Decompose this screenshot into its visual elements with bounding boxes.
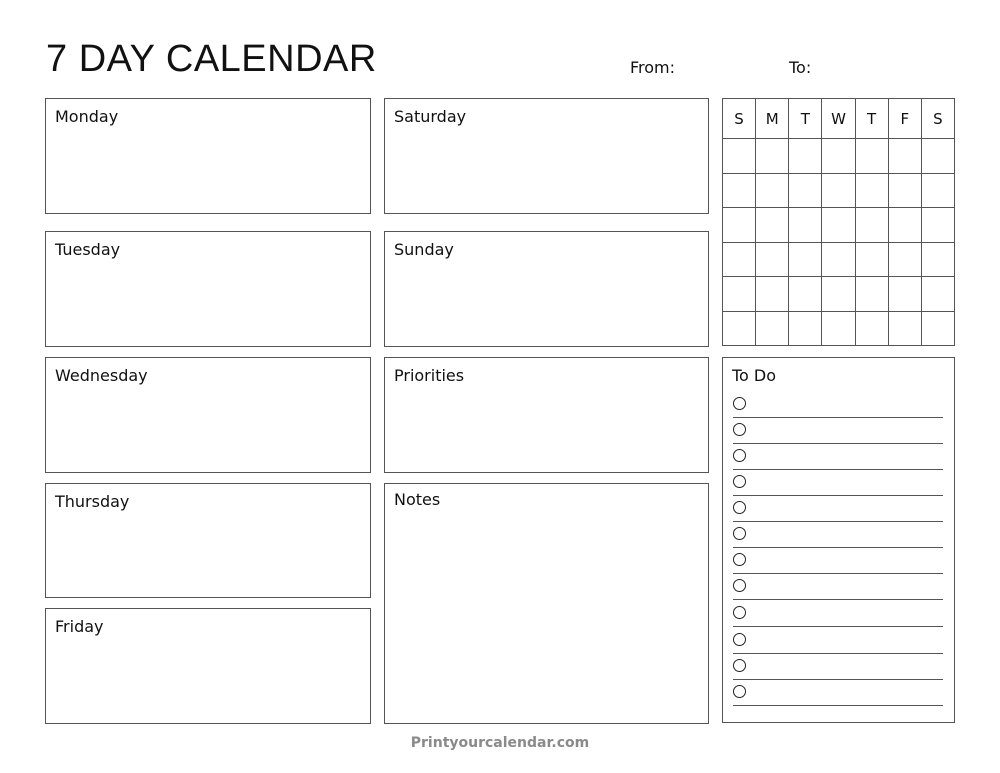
date-cell[interactable] — [822, 311, 855, 346]
date-cell[interactable] — [921, 311, 954, 346]
date-cell[interactable] — [756, 242, 789, 277]
friday-box[interactable] — [45, 608, 371, 724]
todo-item[interactable] — [733, 418, 943, 444]
notes-label: Notes — [394, 490, 441, 509]
to-label: To: — [789, 58, 812, 77]
checkbox-circle-icon[interactable] — [733, 397, 746, 410]
todo-item[interactable] — [733, 392, 943, 418]
saturday-box[interactable] — [384, 98, 709, 214]
mini-calendar-header-row — [723, 99, 955, 139]
mini-calendar — [722, 98, 955, 346]
checkbox-circle-icon[interactable] — [733, 423, 746, 436]
date-cell[interactable] — [723, 139, 756, 174]
saturday-label: Saturday — [394, 107, 467, 126]
todo-label: To Do — [732, 366, 777, 385]
date-cell[interactable] — [921, 242, 954, 277]
date-cell[interactable] — [756, 173, 789, 208]
date-cell[interactable] — [723, 311, 756, 346]
date-cell[interactable] — [756, 208, 789, 243]
checkbox-circle-icon[interactable] — [733, 501, 746, 514]
todo-item[interactable] — [733, 496, 943, 522]
checkbox-circle-icon[interactable] — [733, 579, 746, 592]
thursday-box[interactable] — [45, 483, 371, 598]
date-cell[interactable] — [723, 277, 756, 312]
date-cell[interactable] — [789, 139, 822, 174]
date-cell[interactable] — [822, 139, 855, 174]
date-cell[interactable] — [822, 242, 855, 277]
from-label: From: — [630, 58, 676, 77]
wednesday-label: Wednesday — [55, 366, 148, 385]
checkbox-circle-icon[interactable] — [733, 633, 746, 646]
date-cell[interactable] — [723, 173, 756, 208]
mini-calendar-week-row — [723, 277, 955, 312]
date-cell[interactable] — [789, 173, 822, 208]
todo-item[interactable] — [733, 548, 943, 574]
weekday-mon: M — [756, 99, 789, 139]
sunday-box[interactable] — [384, 231, 709, 347]
date-cell[interactable] — [756, 311, 789, 346]
date-cell[interactable] — [888, 242, 921, 277]
todo-item[interactable] — [733, 444, 943, 470]
date-cell[interactable] — [855, 277, 888, 312]
checkbox-circle-icon[interactable] — [733, 449, 746, 462]
date-cell[interactable] — [789, 208, 822, 243]
mini-calendar-week-row — [723, 139, 955, 174]
date-cell[interactable] — [855, 208, 888, 243]
date-cell[interactable] — [921, 208, 954, 243]
weekday-fri: F — [888, 99, 921, 139]
weekday-sun: S — [723, 99, 756, 139]
date-cell[interactable] — [789, 311, 822, 346]
todo-item[interactable] — [733, 470, 943, 496]
wednesday-box[interactable] — [45, 357, 371, 473]
todo-item[interactable] — [733, 654, 943, 680]
checkbox-circle-icon[interactable] — [733, 527, 746, 540]
mini-calendar-week-row — [723, 208, 955, 243]
weekday-thu: T — [855, 99, 888, 139]
date-cell[interactable] — [888, 311, 921, 346]
date-cell[interactable] — [855, 242, 888, 277]
todo-item[interactable] — [733, 601, 943, 627]
date-cell[interactable] — [921, 277, 954, 312]
checkbox-circle-icon[interactable] — [733, 685, 746, 698]
date-cell[interactable] — [789, 277, 822, 312]
date-cell[interactable] — [921, 139, 954, 174]
thursday-label: Thursday — [55, 492, 130, 511]
date-cell[interactable] — [855, 311, 888, 346]
mini-calendar-week-row — [723, 311, 955, 346]
todo-item[interactable] — [733, 680, 943, 706]
date-cell[interactable] — [888, 208, 921, 243]
priorities-box[interactable] — [384, 357, 709, 473]
friday-label: Friday — [55, 617, 104, 636]
date-cell[interactable] — [888, 277, 921, 312]
notes-box[interactable] — [384, 483, 709, 724]
monday-box[interactable] — [45, 98, 371, 214]
weekday-wed: W — [822, 99, 855, 139]
date-cell[interactable] — [855, 173, 888, 208]
checkbox-circle-icon[interactable] — [733, 606, 746, 619]
date-cell[interactable] — [723, 242, 756, 277]
priorities-label: Priorities — [394, 366, 465, 385]
date-cell[interactable] — [789, 242, 822, 277]
todo-item[interactable] — [733, 628, 943, 654]
todo-box — [722, 357, 955, 723]
date-cell[interactable] — [723, 208, 756, 243]
tuesday-label: Tuesday — [55, 240, 121, 259]
checkbox-circle-icon[interactable] — [733, 475, 746, 488]
weekday-sat: S — [921, 99, 954, 139]
date-cell[interactable] — [855, 139, 888, 174]
weekday-tue: T — [789, 99, 822, 139]
sunday-label: Sunday — [394, 240, 454, 259]
monday-label: Monday — [55, 107, 119, 126]
page-title: 7 DAY CALENDAR — [46, 38, 377, 80]
todo-item[interactable] — [733, 574, 943, 600]
footer-site-link[interactable]: Printyourcalendar.com — [410, 735, 590, 751]
date-cell[interactable] — [822, 277, 855, 312]
mini-calendar-week-row — [723, 242, 955, 277]
todo-item[interactable] — [733, 522, 943, 548]
date-cell[interactable] — [888, 173, 921, 208]
date-cell[interactable] — [888, 139, 921, 174]
mini-calendar-week-row — [723, 173, 955, 208]
date-cell[interactable] — [921, 173, 954, 208]
tuesday-box[interactable] — [45, 231, 371, 347]
checkbox-circle-icon[interactable] — [733, 553, 746, 566]
date-cell[interactable] — [756, 139, 789, 174]
date-cell[interactable] — [822, 173, 855, 208]
date-cell[interactable] — [756, 277, 789, 312]
date-cell[interactable] — [822, 208, 855, 243]
checkbox-circle-icon[interactable] — [733, 659, 746, 672]
